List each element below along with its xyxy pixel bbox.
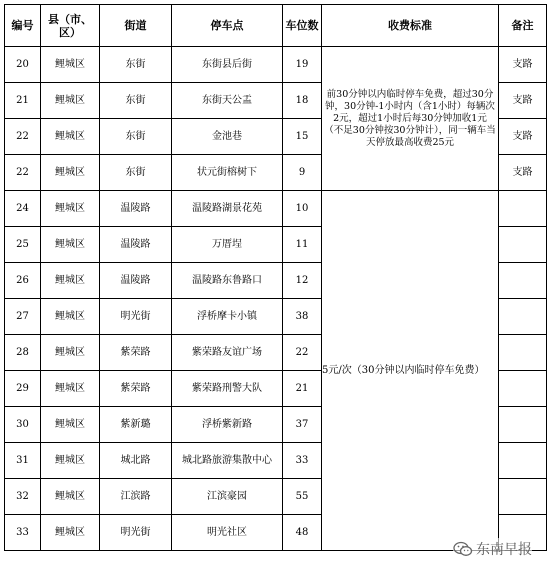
cell-remark [499,191,547,227]
cell-spaces: 48 [283,515,322,551]
cell-spaces: 12 [283,263,322,299]
cell-street: 紫新璐 [100,407,172,443]
cell-street: 江滨路 [100,479,172,515]
cell-id: 24 [5,191,41,227]
watermark-text: 东南早报 [476,542,532,558]
cell-remark [499,479,547,515]
cell-remark [499,407,547,443]
cell-remark [499,227,547,263]
cell-district: 鲤城区 [41,227,100,263]
cell-spaces: 38 [283,299,322,335]
cell-remark [499,335,547,371]
cell-parking-point: 紫荣路友谊广场 [172,335,283,371]
cell-spaces: 55 [283,479,322,515]
cell-remark [499,299,547,335]
cell-street: 东街 [100,47,172,83]
cell-parking-point: 明光社区 [172,515,283,551]
table-row [5,47,547,83]
cell-spaces: 9 [283,155,322,191]
header-spaces: 车位数 [283,5,322,47]
cell-district: 鲤城区 [41,479,100,515]
cell-parking-point: 东街县后街 [172,47,283,83]
cell-spaces: 15 [283,119,322,155]
cell-id: 22 [5,119,41,155]
cell-id: 30 [5,407,41,443]
cell-parking-point: 浮桥摩卡小镇 [172,299,283,335]
cell-spaces: 21 [283,371,322,407]
header-fee-standard: 收费标准 [322,5,499,47]
cell-id: 28 [5,335,41,371]
cell-street: 温陵路 [100,263,172,299]
header-row [5,5,547,47]
cell-district: 鲤城区 [41,407,100,443]
cell-remark: 支路 [499,119,547,155]
header-parking-point: 停车点 [172,5,283,47]
watermark [453,538,532,560]
cell-parking-point: 东街天公盂 [172,83,283,119]
cell-street: 明光街 [100,515,172,551]
cell-parking-point: 紫荣路刑警大队 [172,371,283,407]
header-remark: 备注 [499,5,547,47]
cell-remark: 支路 [499,155,547,191]
cell-parking-point: 状元街榕树下 [172,155,283,191]
cell-parking-point: 温陵路东鲁路口 [172,263,283,299]
cell-spaces: 22 [283,335,322,371]
cell-district: 鲤城区 [41,515,100,551]
cell-district: 鲤城区 [41,155,100,191]
cell-district: 鲤城区 [41,335,100,371]
cell-spaces: 19 [283,47,322,83]
cell-parking-point: 金池巷 [172,119,283,155]
cell-remark: 支路 [499,47,547,83]
cell-street: 温陵路 [100,191,172,227]
cell-street: 紫荣路 [100,371,172,407]
fee-standard-a [322,47,499,191]
cell-id: 22 [5,155,41,191]
cell-parking-point: 江滨豪园 [172,479,283,515]
cell-remark [499,263,547,299]
cell-street: 明光街 [100,299,172,335]
cell-spaces: 37 [283,407,322,443]
cell-spaces: 11 [283,227,322,263]
cell-spaces: 18 [283,83,322,119]
cell-parking-point: 浮桥紫新路 [172,407,283,443]
cell-district: 鲤城区 [41,299,100,335]
cell-district: 鲤城区 [41,191,100,227]
cell-id: 33 [5,515,41,551]
cell-id: 21 [5,83,41,119]
cell-street: 东街 [100,119,172,155]
fee-standard-b-text: 5元/次（30分钟以内临时停车免费） [322,365,485,376]
cell-id: 31 [5,443,41,479]
cell-district: 鲤城区 [41,47,100,83]
cell-id: 32 [5,479,41,515]
cell-remark [499,443,547,479]
cell-district: 鲤城区 [41,83,100,119]
cell-district: 鲤城区 [41,371,100,407]
cell-spaces: 33 [283,443,322,479]
table-row [5,191,547,227]
header-street: 街道 [100,5,172,47]
cell-district: 鲤城区 [41,119,100,155]
fee-standard-a-text: 前30分钟以内临时停车免费，超过30分钟，30分钟-1小时内（含1小时）每辆次2元，超过1小时后每30分钟加收1元（不足30分钟按30分钟计），同一辆车当天停放最高收费25元 [324,88,496,148]
cell-district: 鲤城区 [41,443,100,479]
cell-parking-point: 城北路旅游集散中心 [172,443,283,479]
cell-spaces: 10 [283,191,322,227]
cell-street: 温陵路 [100,227,172,263]
cell-id: 25 [5,227,41,263]
cell-street: 紫荣路 [100,335,172,371]
parking-fee-table [4,4,547,551]
cell-street: 城北路 [100,443,172,479]
cell-id: 26 [5,263,41,299]
cell-parking-point: 温陵路湖景花苑 [172,191,283,227]
cell-id: 20 [5,47,41,83]
wechat-icon [453,541,473,557]
cell-id: 29 [5,371,41,407]
header-id: 编号 [5,5,41,47]
cell-parking-point: 万厝埕 [172,227,283,263]
cell-street: 东街 [100,155,172,191]
fee-standard-b [322,191,499,551]
cell-district: 鲤城区 [41,263,100,299]
cell-remark: 支路 [499,83,547,119]
cell-street: 东街 [100,83,172,119]
header-district: 县（市、区） [41,5,100,47]
cell-remark [499,371,547,407]
cell-id: 27 [5,299,41,335]
